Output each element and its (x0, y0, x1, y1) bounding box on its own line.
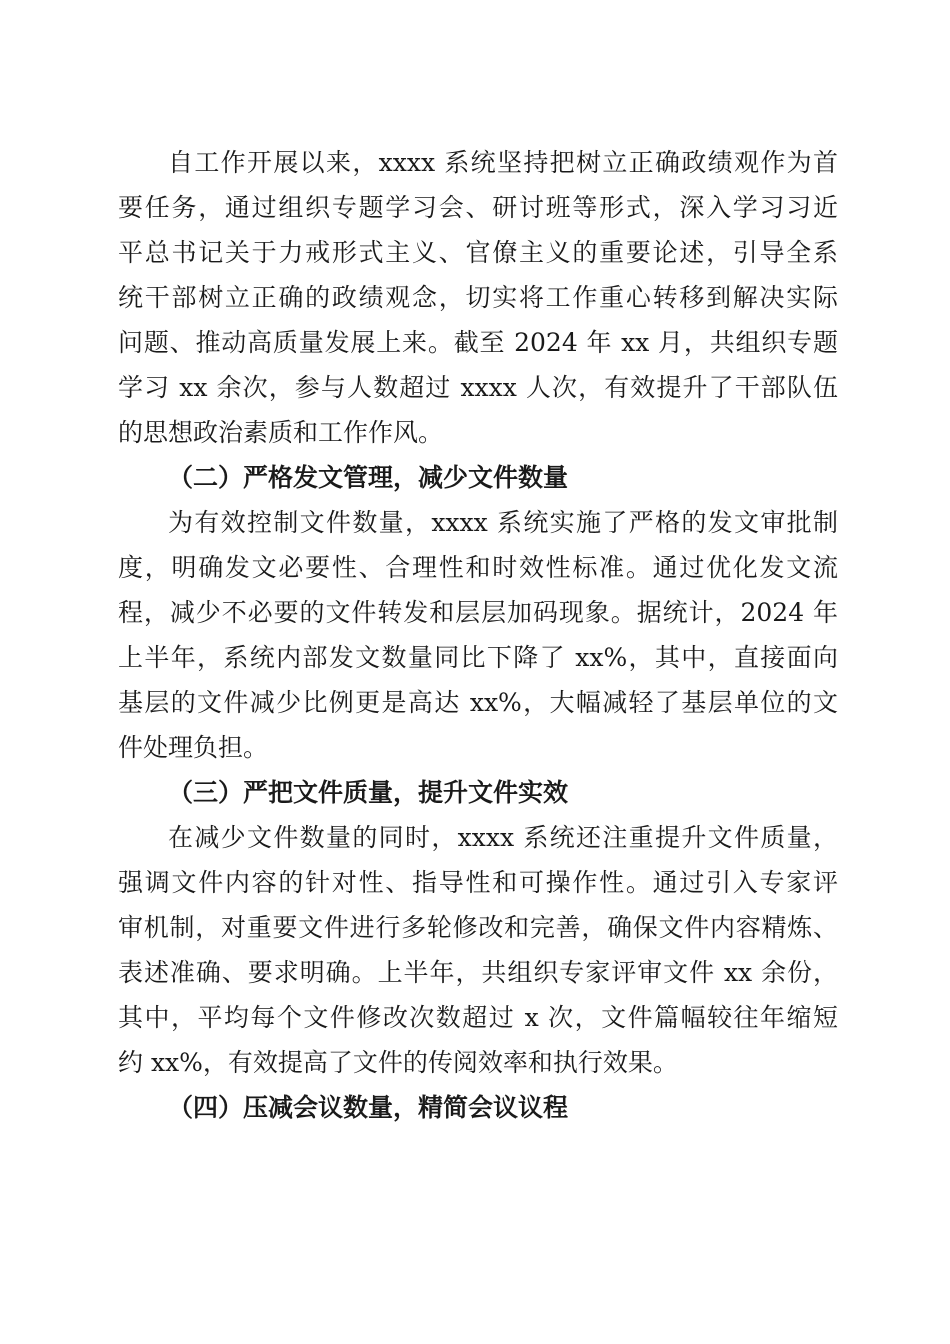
paragraph-line: 表述准确、要求明确。上半年，共组织专家评审文件 xx 余份， (118, 958, 838, 987)
paragraph-line: 度，明确发文必要性、合理性和时效性标准。通过优化发文流 (118, 553, 838, 582)
section-heading: （四）压减会议数量，精简会议议程 (168, 1093, 569, 1122)
paragraph-line: 约 xx%，有效提高了文件的传阅效率和执行效果。 (118, 1048, 678, 1077)
paragraph-line: 强调文件内容的针对性、指导性和可操作性。通过引入专家评 (118, 868, 838, 897)
paragraph-line: 审机制，对重要文件进行多轮修改和完善，确保文件内容精炼、 (118, 913, 838, 942)
paragraph-line: 统干部树立正确的政绩观念，切实将工作重心转移到解决实际 (118, 283, 838, 312)
paragraph-line: 件处理负担。 (118, 733, 269, 762)
paragraph-line: 其中，平均每个文件修改次数超过 x 次，文件篇幅较往年缩短 (118, 1003, 838, 1032)
paragraph-line: 程，减少不必要的文件转发和层层加码现象。据统计，2024 年 (118, 598, 838, 627)
paragraph-line: 要任务，通过组织专题学习会、研讨班等形式，深入学习习近 (118, 193, 838, 222)
document-body (118, 140, 838, 1130)
paragraph-line: 自工作开展以来，xxxx 系统坚持把树立正确政绩观作为首 (168, 148, 838, 177)
paragraph-line: 在减少文件数量的同时，xxxx 系统还注重提升文件质量， (168, 823, 838, 852)
paragraph-line: 上半年，系统内部发文数量同比下降了 xx%，其中，直接面向 (118, 643, 838, 672)
paragraph-line: 基层的文件减少比例更是高达 xx%，大幅减轻了基层单位的文 (118, 688, 838, 717)
paragraph-line: 的思想政治素质和工作作风。 (118, 418, 444, 447)
section-heading: （二）严格发文管理，减少文件数量 (168, 463, 569, 492)
paragraph-line: 平总书记关于力戒形式主义、官僚主义的重要论述，引导全系 (118, 238, 838, 267)
paragraph-line: 学习 xx 余次，参与人数超过 xxxx 人次，有效提升了干部队伍 (118, 373, 838, 402)
section-heading: （三）严把文件质量，提升文件实效 (168, 778, 569, 807)
paragraph-line: 问题、推动高质量发展上来。截至 2024 年 xx 月，共组织专题 (118, 328, 838, 357)
paragraph-line: 为有效控制文件数量，xxxx 系统实施了严格的发文审批制 (168, 508, 838, 537)
